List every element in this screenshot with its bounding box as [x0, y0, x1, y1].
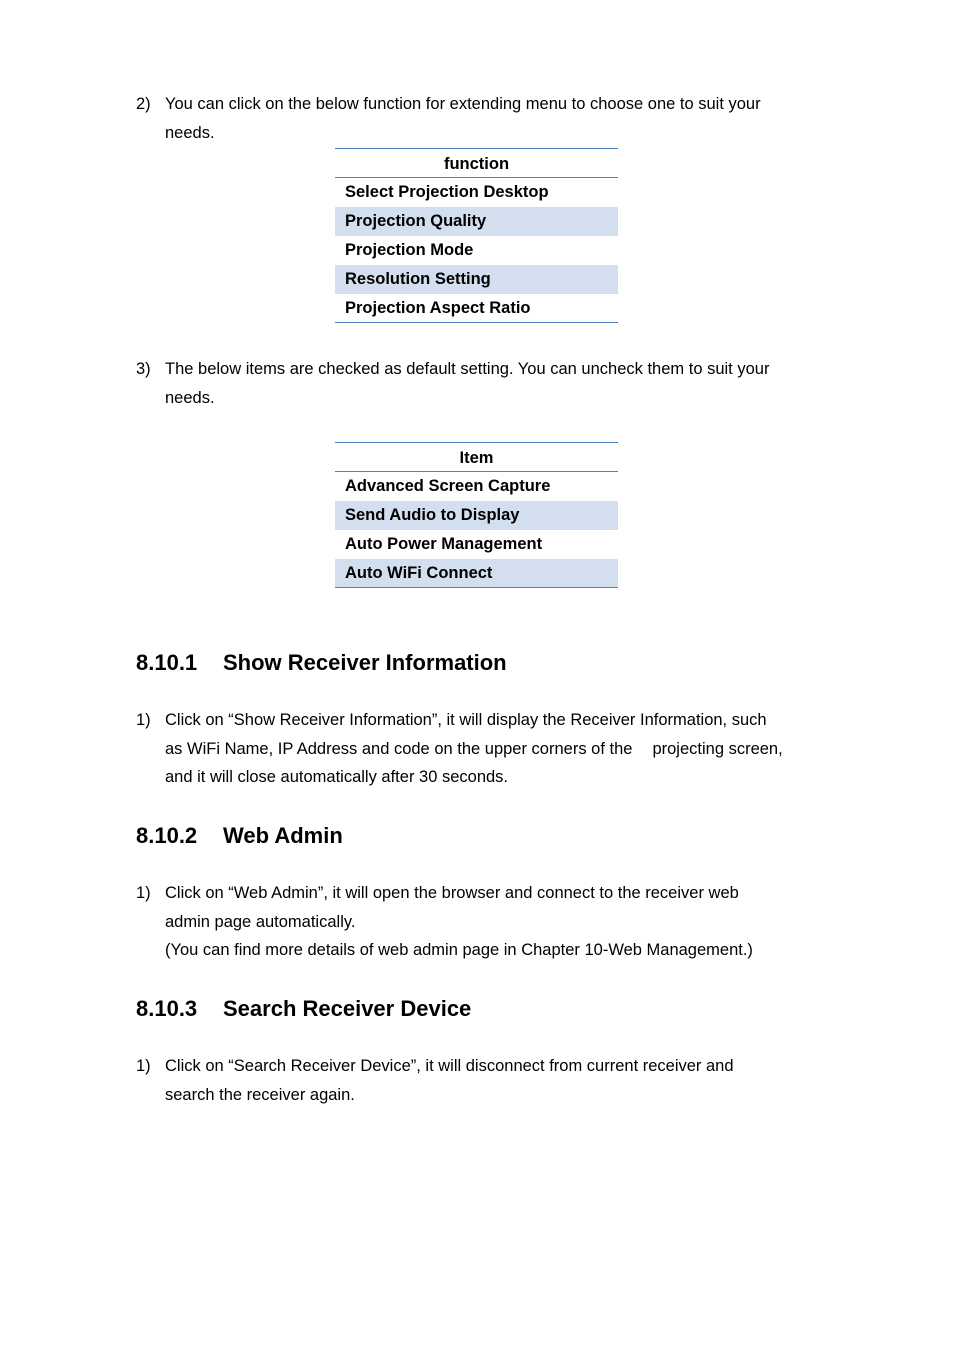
- table-row: Projection Mode: [345, 241, 474, 259]
- step-text-line: (You can find more details of web admin page in Chapter 10-Web Management.): [165, 941, 753, 960]
- table-header: function: [335, 148, 618, 178]
- section-heading: [136, 648, 507, 678]
- step-text-line: Click on “Web Admin”, it will open the browser and connect to the receiver web: [165, 884, 739, 902]
- function-table: [335, 148, 618, 323]
- table-row: Projection Aspect Ratio: [335, 294, 618, 323]
- section-heading: [136, 821, 343, 851]
- step-text-part: as WiFi Name, IP Address and code on the upper corners of the: [165, 739, 633, 758]
- step-text-line: needs.: [165, 123, 215, 142]
- step-number: 1): [136, 711, 151, 729]
- table-row: Send Audio to Display: [335, 501, 618, 530]
- step-text-line: search the receiver again.: [165, 1085, 355, 1104]
- step-number: 1): [136, 1057, 151, 1075]
- step-number: 1): [136, 884, 151, 902]
- table-row: Advanced Screen Capture: [345, 477, 551, 495]
- table-row: Auto Power Management: [345, 535, 543, 553]
- section-number: 8.10.3: [136, 996, 198, 1021]
- step-number: 3): [136, 360, 151, 378]
- section-number: 8.10.1: [136, 650, 198, 675]
- step-text-line: [165, 735, 826, 764]
- step-text-line: Click on “Show Receiver Information”, it will display the Receiver Information, such: [165, 711, 767, 729]
- step-text-line: Click on “Search Receiver Device”, it will disconnect from current receiver and: [165, 1057, 734, 1075]
- step-number: 2): [136, 95, 151, 113]
- step-text-line: needs.: [165, 388, 215, 407]
- step-text-part: projecting screen,: [652, 739, 783, 758]
- item-table: [335, 442, 618, 588]
- table-row: Projection Quality: [335, 207, 618, 236]
- table-row: Resolution Setting: [335, 265, 618, 294]
- section-number: 8.10.2: [136, 823, 198, 848]
- step-text-line: and it will close automatically after 30 seconds.: [165, 768, 509, 787]
- section-title: Show Receiver Information: [223, 650, 507, 675]
- table-row: Auto WiFi Connect: [335, 559, 618, 588]
- step-text-line: You can click on the below function for extending menu to choose one to suit your: [165, 95, 761, 113]
- section-title: Search Receiver Device: [223, 996, 472, 1021]
- step-text-line: admin page automatically.: [165, 912, 356, 931]
- table-header: Item: [335, 442, 618, 472]
- table-row: Select Projection Desktop: [345, 183, 549, 201]
- section-heading: [136, 994, 471, 1024]
- step-text-line: The below items are checked as default setting. You can uncheck them to suit your: [165, 360, 770, 378]
- section-title: Web Admin: [223, 823, 343, 848]
